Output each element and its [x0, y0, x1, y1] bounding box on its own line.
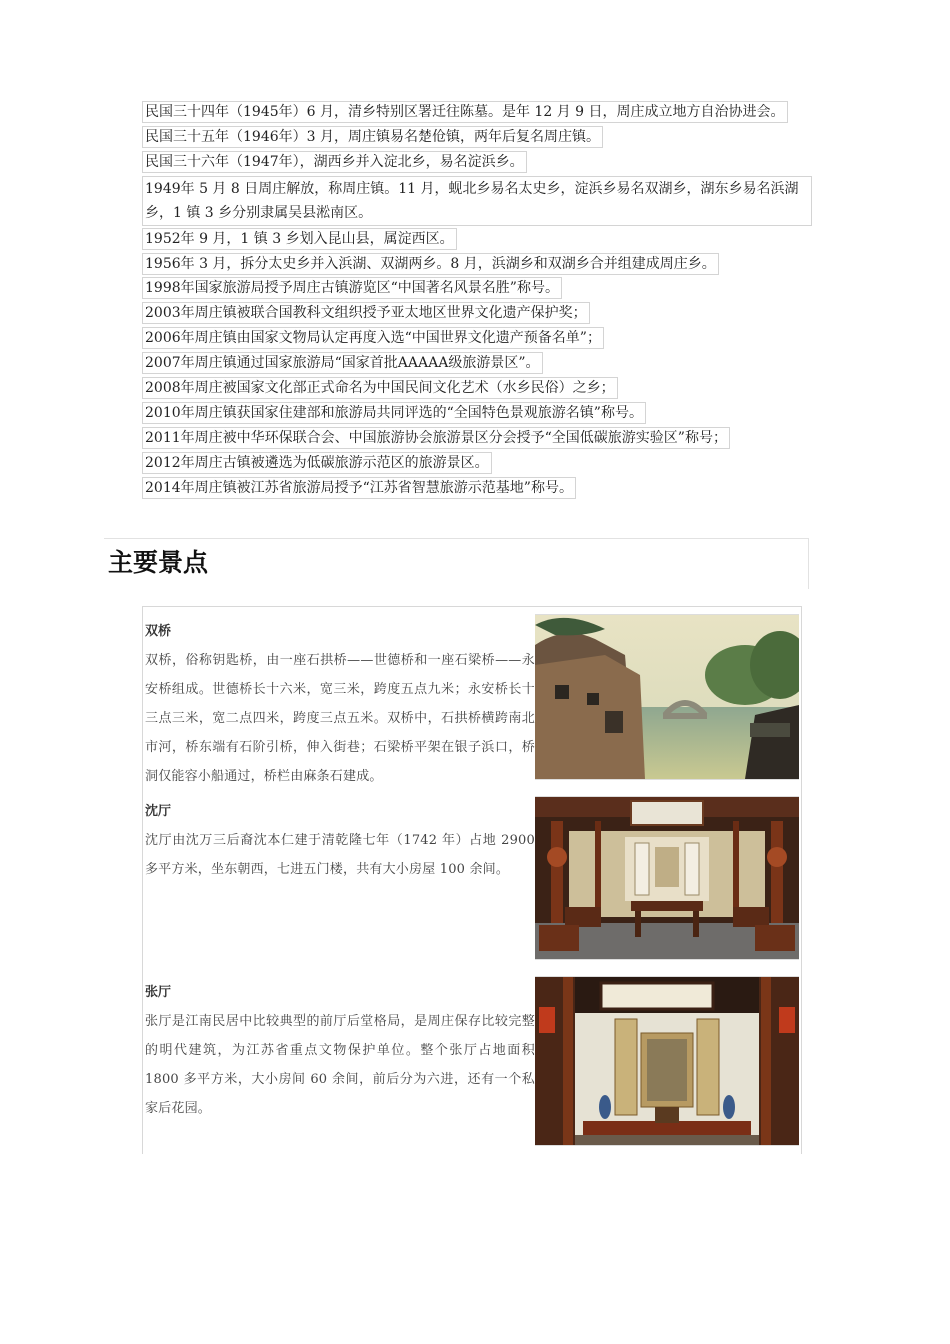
attraction-description: 张厅是江南民居中比较典型的前厅后堂格局，是周庄保存比较完整的明代建筑，为江苏省重点文物保护单位。整个张厅占地面积 1800 多平方米，大小房间 60 余间，前后分为六进，还有一个私家后花园。: [145, 1014, 535, 1116]
attraction-entry: [145, 983, 535, 1123]
divider: [143, 606, 801, 607]
attraction-name: 双桥: [145, 624, 172, 639]
history-item: 2011年周庄被中华环保联合会、中国旅游协会旅游景区分会授予“全国低碳旅游实验区”称号；: [142, 427, 822, 448]
hall-altar-photo: [535, 976, 799, 1146]
river-bridge-photo: [535, 614, 799, 780]
history-item: 1998年国家旅游局授予周庄古镇游览区“中国著名风景名胜”称号。: [142, 277, 822, 298]
history-item: 1952年 9 月，1 镇 3 乡划入昆山县，属淀西区。: [142, 228, 822, 249]
attraction-description: 沈厅由沈万三后裔沈本仁建于清乾隆七年（1742 年）占地 2900 多平方米，坐东朝西，七进五门楼，共有大小房屋 100 余间。: [145, 833, 535, 877]
history-item: 2003年周庄镇被联合国教科文组织授予亚太地区世界文化遗产保护奖；: [142, 302, 822, 323]
history-item: 民国三十四年（1945年）6 月，清乡特别区署迁往陈墓。是年 12 月 9 日，周庄成立地方自治协进会。: [142, 101, 822, 122]
history-item: 2012年周庄古镇被遴选为低碳旅游示范区的旅游景区。: [142, 452, 822, 473]
history-item: 2010年周庄镇获国家住建部和旅游局共同评选的“全国特色景观旅游名镇”称号。: [142, 402, 822, 423]
section-header: [104, 538, 809, 589]
history-list: [142, 101, 822, 501]
history-item: 2008年周庄被国家文化部正式命名为中国民间文化艺术（水乡民俗）之乡；: [142, 377, 822, 398]
history-item: 民国三十六年（1947年），湖西乡并入淀北乡，易名淀浜乡。: [142, 151, 822, 172]
attraction-description: 双桥，俗称钥匙桥，由一座石拱桥——世德桥和一座石梁桥——永安桥组成。世德桥长十六米，宽三米，跨度五点九米；永安桥长十三点三米，宽二点四米，跨度三点五米。双桥中，石拱桥横跨南北市河，桥东端有石阶引桥，伸入街巷；石梁桥平架在银子浜口，桥洞仅能容小船通过，桥栏由麻条石建成。: [145, 653, 535, 784]
history-item: 1956年 3 月，拆分太史乡并入浜湖、双湖两乡。8 月，浜湖乡和双湖乡合并组建成周庄乡。: [142, 253, 822, 274]
history-item: 2006年周庄镇由国家文物局认定再度入选“中国世界文化遗产预备名单”；: [142, 327, 822, 348]
attraction-entry: [145, 802, 535, 884]
attraction-name: 张厅: [145, 985, 172, 1000]
section-title: 主要景点: [108, 548, 209, 577]
attraction-entry: [145, 622, 535, 791]
attractions-table: [142, 606, 802, 1154]
hall-interior-photo: [535, 796, 799, 960]
attraction-name: 沈厅: [145, 804, 172, 819]
history-item: 1949年 5 月 8 日周庄解放，称周庄镇。11 月，蚬北乡易名太史乡，淀浜乡易名双湖乡，湖东乡易名浜湖乡，1 镇 3 乡分别隶属吴县淞南区。: [142, 176, 822, 226]
history-item: 2007年周庄镇通过国家旅游局“国家首批AAAAA级旅游景区”。: [142, 352, 822, 373]
history-item: 民国三十五年（1946年）3 月，周庄镇易名楚伧镇，两年后复名周庄镇。: [142, 126, 822, 147]
history-item: 2014年周庄镇被江苏省旅游局授予“江苏省智慧旅游示范基地”称号。: [142, 477, 822, 498]
